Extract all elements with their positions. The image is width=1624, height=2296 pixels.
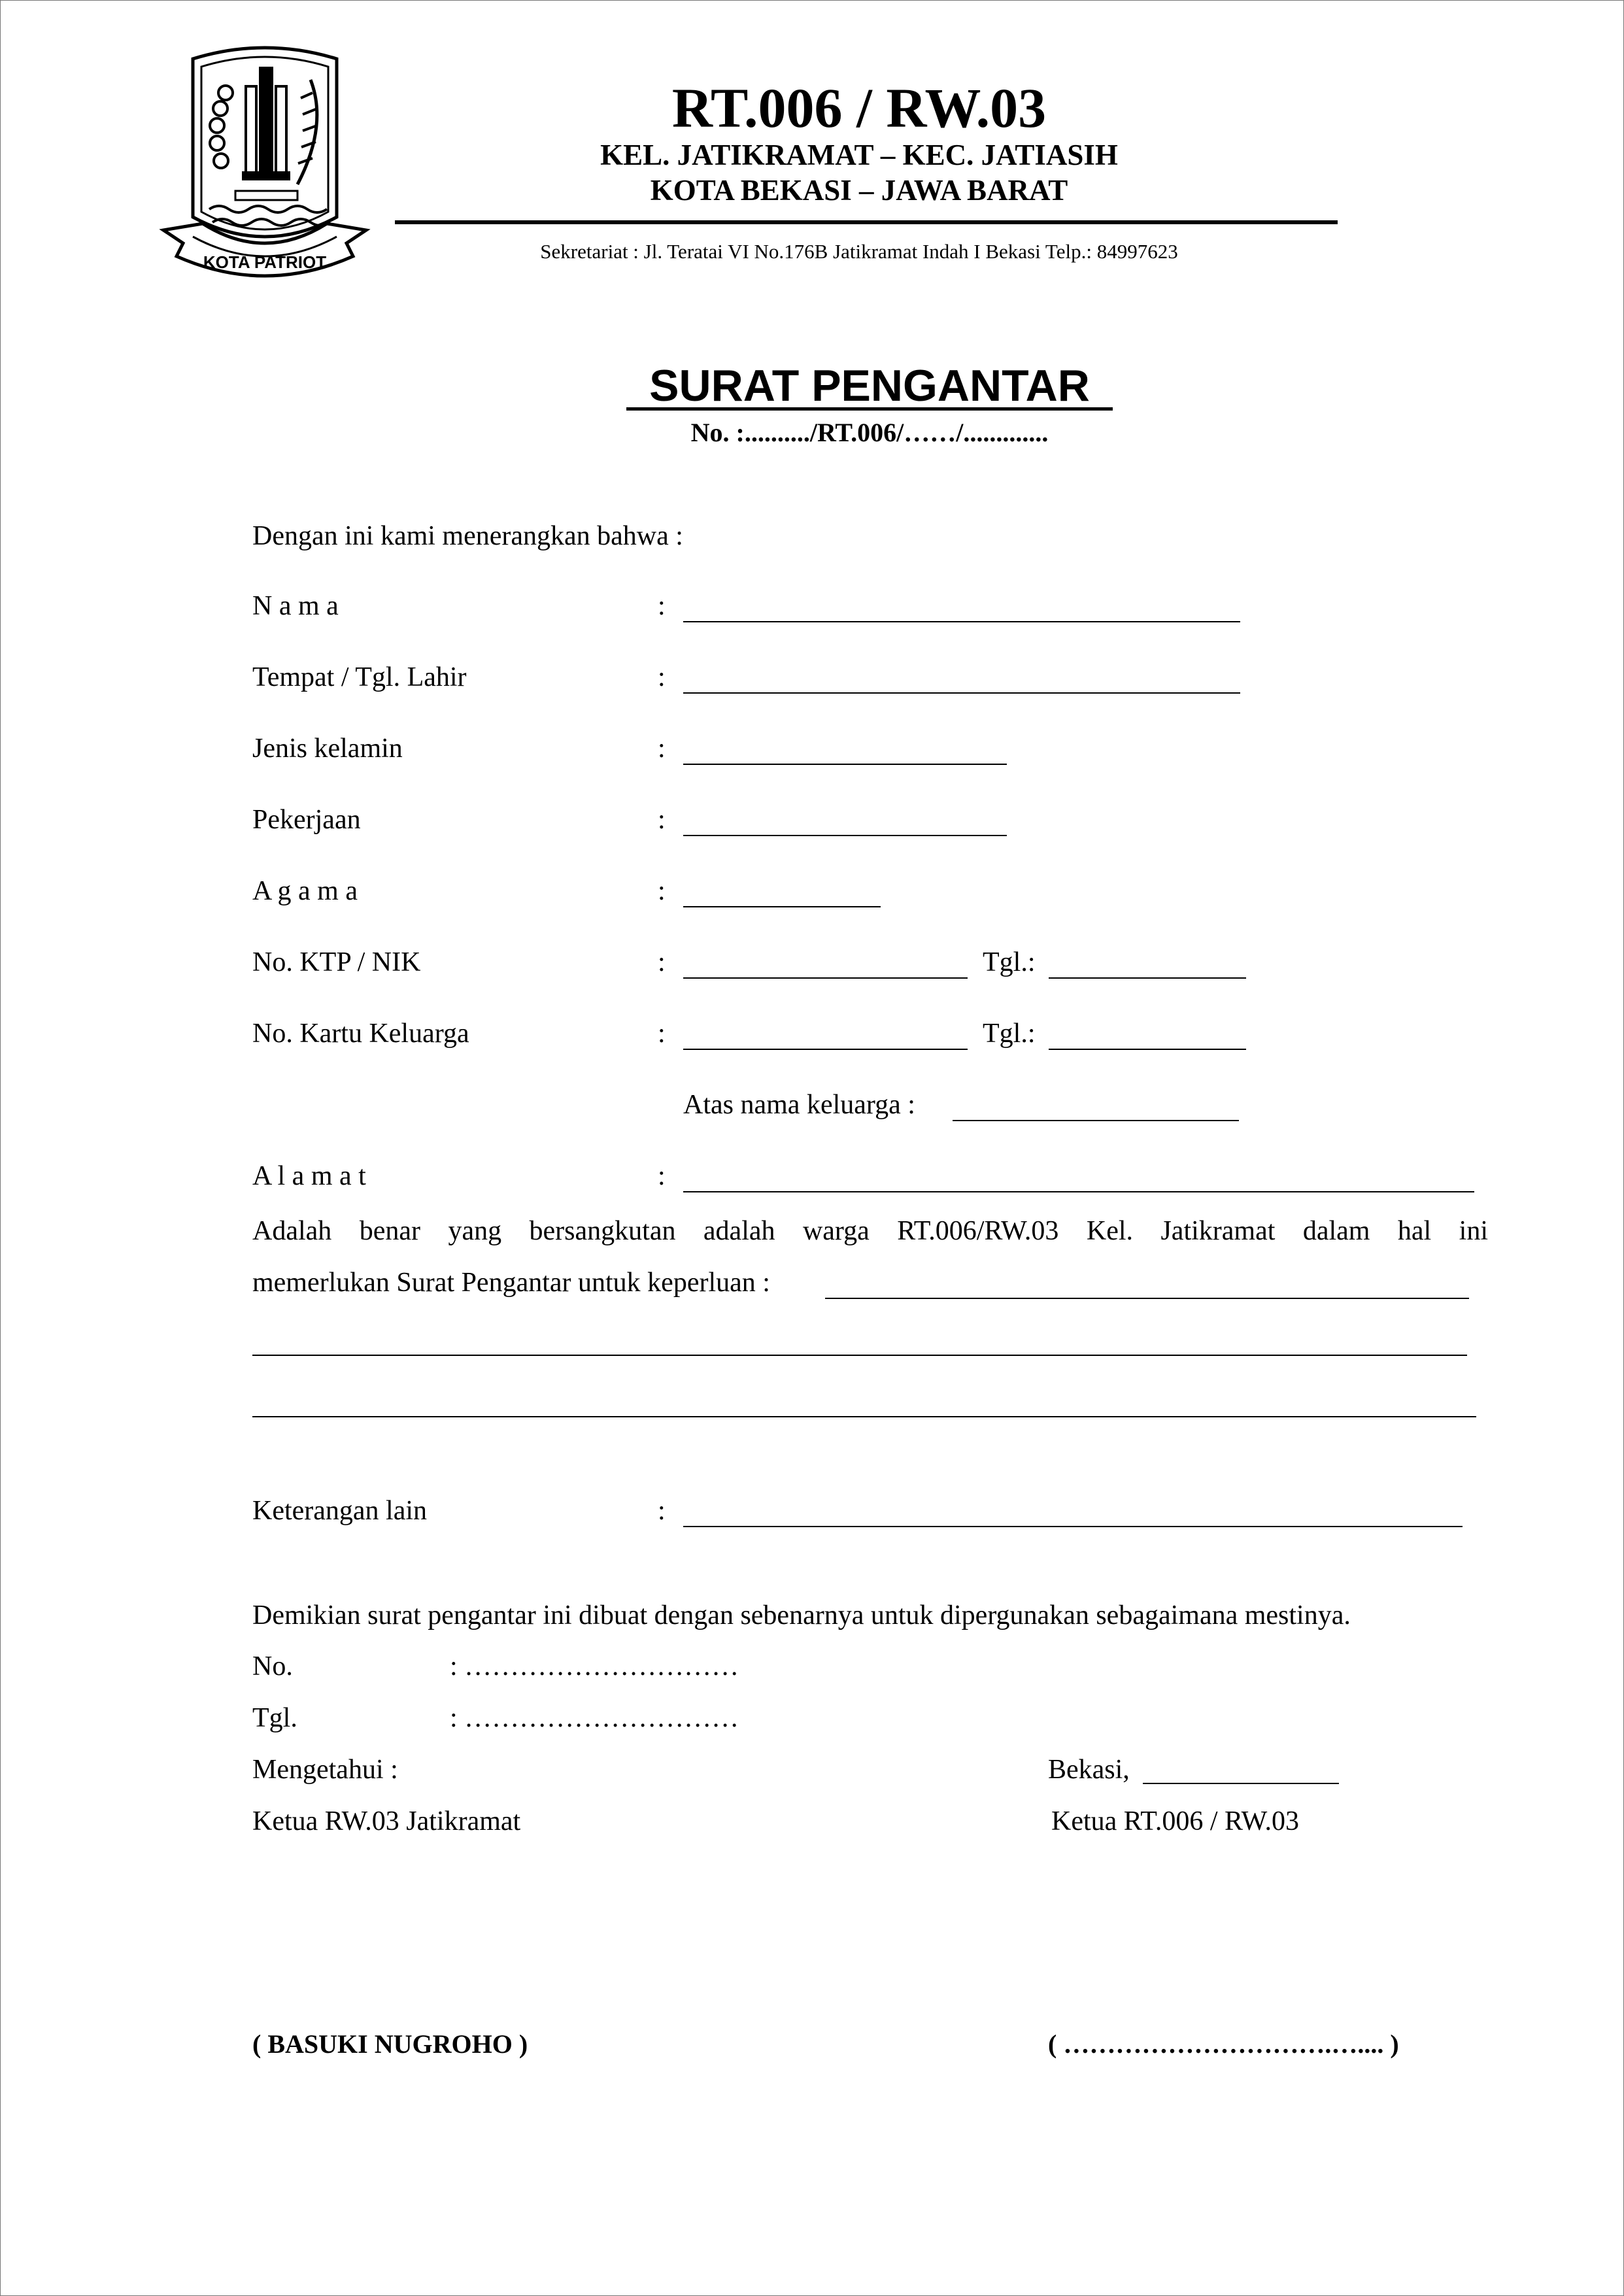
colon: : [658,591,666,621]
field-line-ttl[interactable] [683,692,1240,694]
statement-line-1: Adalah benar yang bersangkutan adalah warga RT.006/RW.03 Kel. Jatikramat dalam hal ini [252,1216,1488,1246]
label-no-ktp-nik: No. KTP / NIK [252,947,421,977]
field-line-keterangan[interactable] [683,1526,1463,1527]
document-number: No. :........../RT.006/……/............. [690,418,1049,447]
label-ketua-rt: Ketua RT.006 / RW.03 [1051,1806,1299,1836]
label-tgl-kk: Tgl.: [983,1019,1036,1049]
logo-text: KOTA PATRIOT [203,252,327,272]
field-line-tgl-ktp[interactable] [1049,977,1246,979]
colon: : [658,1161,666,1191]
field-line-ktp[interactable] [683,977,968,979]
label-bekasi: Bekasi, [1048,1755,1130,1785]
field-line-kk[interactable] [683,1049,968,1050]
field-line-keperluan-2[interactable] [252,1355,1467,1356]
label-jenis-kelamin: Jenis kelamin [252,734,403,764]
value-tgl-dots: : ………………………… [450,1703,739,1733]
signature-name-rt: ( ………………………….….... ) [1048,2029,1399,2059]
colon: : [658,1496,666,1526]
label-no: No. [252,1651,293,1681]
closing-statement: Demikian surat pengantar ini dibuat dengan sebenarnya untuk dipergunakan sebagaimana mestinya. [252,1600,1351,1630]
label-tgl: Tgl. [252,1703,297,1733]
label-tgl-ktp: Tgl.: [983,947,1036,977]
header-kelurahan: KEL. JATIKRAMAT – KEC. JATIASIH [600,139,1118,171]
value-no-dots: : ………………………… [450,1651,739,1681]
field-line-tgl-kk[interactable] [1049,1049,1246,1050]
field-line-nama[interactable] [683,621,1240,622]
colon: : [658,805,666,835]
field-line-agama[interactable] [683,906,881,907]
colon: : [658,1019,666,1049]
label-agama: A g a m a [252,876,358,906]
field-line-alamat[interactable] [683,1191,1474,1192]
document-title-underline [626,407,1113,411]
label-keterangan-lain: Keterangan lain [252,1496,428,1526]
header-title: RT.006 / RW.03 [671,76,1047,139]
header-kota: KOTA BEKASI – JAWA BARAT [650,174,1068,207]
colon: : [658,947,666,977]
label-nama: N a m a [252,591,339,621]
document-title: SURAT PENGANTAR [649,361,1090,411]
colon: : [658,734,666,764]
field-line-atas-nama[interactable] [953,1120,1239,1121]
signature-name-rw: ( BASUKI NUGROHO ) [252,2029,528,2059]
label-mengetahui: Mengetahui : [252,1755,398,1785]
header-address: Sekretariat : Jl. Teratai VI No.176B Jatikramat Indah I Bekasi Telp.: 84997623 [540,240,1178,263]
colon: : [658,876,666,906]
field-line-jenis-kelamin[interactable] [683,764,1007,765]
intro-text: Dengan ini kami menerangkan bahwa : [252,521,683,551]
kota-bekasi-emblem-logo [157,41,373,289]
field-line-bekasi-date[interactable] [1143,1783,1339,1784]
label-ketua-rw: Ketua RW.03 Jatikramat [252,1806,521,1836]
field-line-keperluan-3[interactable] [252,1416,1476,1417]
field-line-keperluan[interactable] [825,1298,1469,1299]
label-tempat-tgl-lahir: Tempat / Tgl. Lahir [252,662,467,692]
header-rule [395,220,1338,224]
statement-line-2: memerlukan Surat Pengantar untuk keperluan : [252,1268,770,1298]
colon: : [658,662,666,692]
field-line-pekerjaan[interactable] [683,835,1007,836]
label-pekerjaan: Pekerjaan [252,805,361,835]
label-atas-nama-keluarga: Atas nama keluarga : [683,1090,915,1120]
label-no-kartu-keluarga: No. Kartu Keluarga [252,1019,469,1049]
label-alamat: A l a m a t [252,1161,366,1191]
